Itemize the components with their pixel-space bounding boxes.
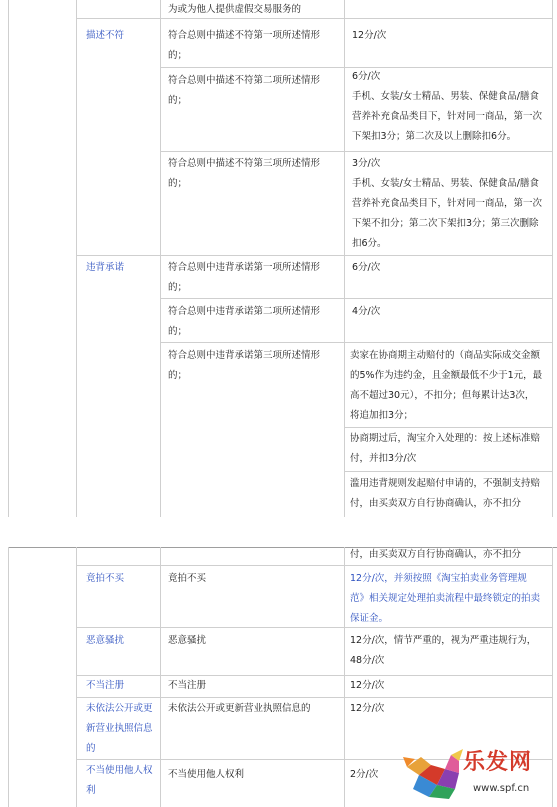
row-divider [160,298,553,299]
category-label: 违背承诺 [86,262,125,273]
condition-text: 符合总则中描述不符第三项所述情形 的； [168,158,321,189]
deduction-text: 6分/次 手机、女装/女士精品、男装、保健食品/膳食 营养补充食品类目下，针对同一商品，第一次 下架扣3分；第二次及以上删除扣6分。 [352,71,543,142]
description-text: 竟拍不买 [168,573,207,584]
bull-logo-icon [401,745,471,803]
condition-text: 符合总则中违背承诺第二项所述情形 的； [168,306,321,337]
deduction-text: 12分/次 [350,703,385,714]
condition-text: 符合总则中描述不符第一项所述情形 的； [168,30,321,61]
brand-url: www.spf.cn [473,783,530,794]
table-border [160,547,161,807]
deduction-text: 12分/次，并须按照《淘宝拍卖业务管理规 范》相关规定处理拍卖流程中最终锁定的拍卖 保证金。 [350,573,541,624]
watermark-logo [401,745,551,803]
page-gap [0,517,557,547]
row-divider [76,565,553,566]
condition-text: 符合总则中违背承诺第三项所述情形 的； [168,350,321,381]
description-text: 不当注册 [168,680,207,691]
description-text: 未依法公开或更新营业执照信息的 [168,703,311,714]
category-label: 竟拍不买 [86,573,125,584]
deduction-text: 12分/次 [352,30,387,41]
row-divider [160,342,553,343]
deduction-text: 12分/次，情节严重的，视为严重违规行为， 48分/次 [350,635,537,666]
description-text: 恶意骚扰 [168,635,207,646]
category-label: 不当使用他人权 利 [86,765,153,796]
category-label: 未依法公开或更 新营业执照信息 的 [86,703,153,754]
deduction-text: 2分/次 [350,769,379,780]
table-border [552,547,553,807]
deduction-text: 卖家在协商期主动赔付的（商品实际成交金额 的5%作为违约金，且金额最低不少于1元，最 高不超过30元），不扣分；但每累计达3次， 将追加扣3分； [350,350,543,421]
table-border [76,0,77,517]
deduction-text: 滥用违背规则发起赔付申请的，不强制支持赔 付，由买卖双方自行协商确认，亦不扣分 [350,478,541,509]
table-border [160,0,161,517]
category-label: 不当注册 [86,680,125,691]
deduction-text: 3分/次 手机、女装/女士精品、男装、保健食品/膳食 营养补充食品类目下，针对同一商品，第一次 下架不扣分；第二次下架扣3分；第三次删除 扣6分。 [352,158,543,249]
intro-text: 为或为他人提供虚假交易服务的 [168,4,302,15]
deduction-text: 6分/次 [352,262,381,273]
row-divider [344,427,553,428]
condition-text: 符合总则中描述不符第二项所述情形 的； [168,75,321,106]
deduction-text: 协商期过后，淘宝介入处理的：按上述标准赔 付，并扣3分/次 [350,433,541,464]
row-divider [76,697,553,698]
table-border [552,0,553,517]
deduction-text: 付，由买卖双方自行协商确认，亦不扣分 [350,549,522,560]
category-label: 恶意骚扰 [86,635,125,646]
table-border [8,0,9,517]
table-border [344,0,345,517]
row-divider [76,255,553,256]
deduction-text: 12分/次 [350,680,385,691]
table-border [76,547,77,807]
deduction-text: 4分/次 [352,306,381,317]
row-divider [344,471,553,472]
table-border [8,547,9,807]
brand-name: 乐发网 [463,749,533,775]
category-label: 描述不符 [86,30,125,41]
description-text: 不当使用他人权利 [168,769,245,780]
condition-text: 符合总则中违背承诺第一项所述情形 的； [168,262,321,293]
row-divider [160,151,553,152]
table-border [344,547,345,807]
